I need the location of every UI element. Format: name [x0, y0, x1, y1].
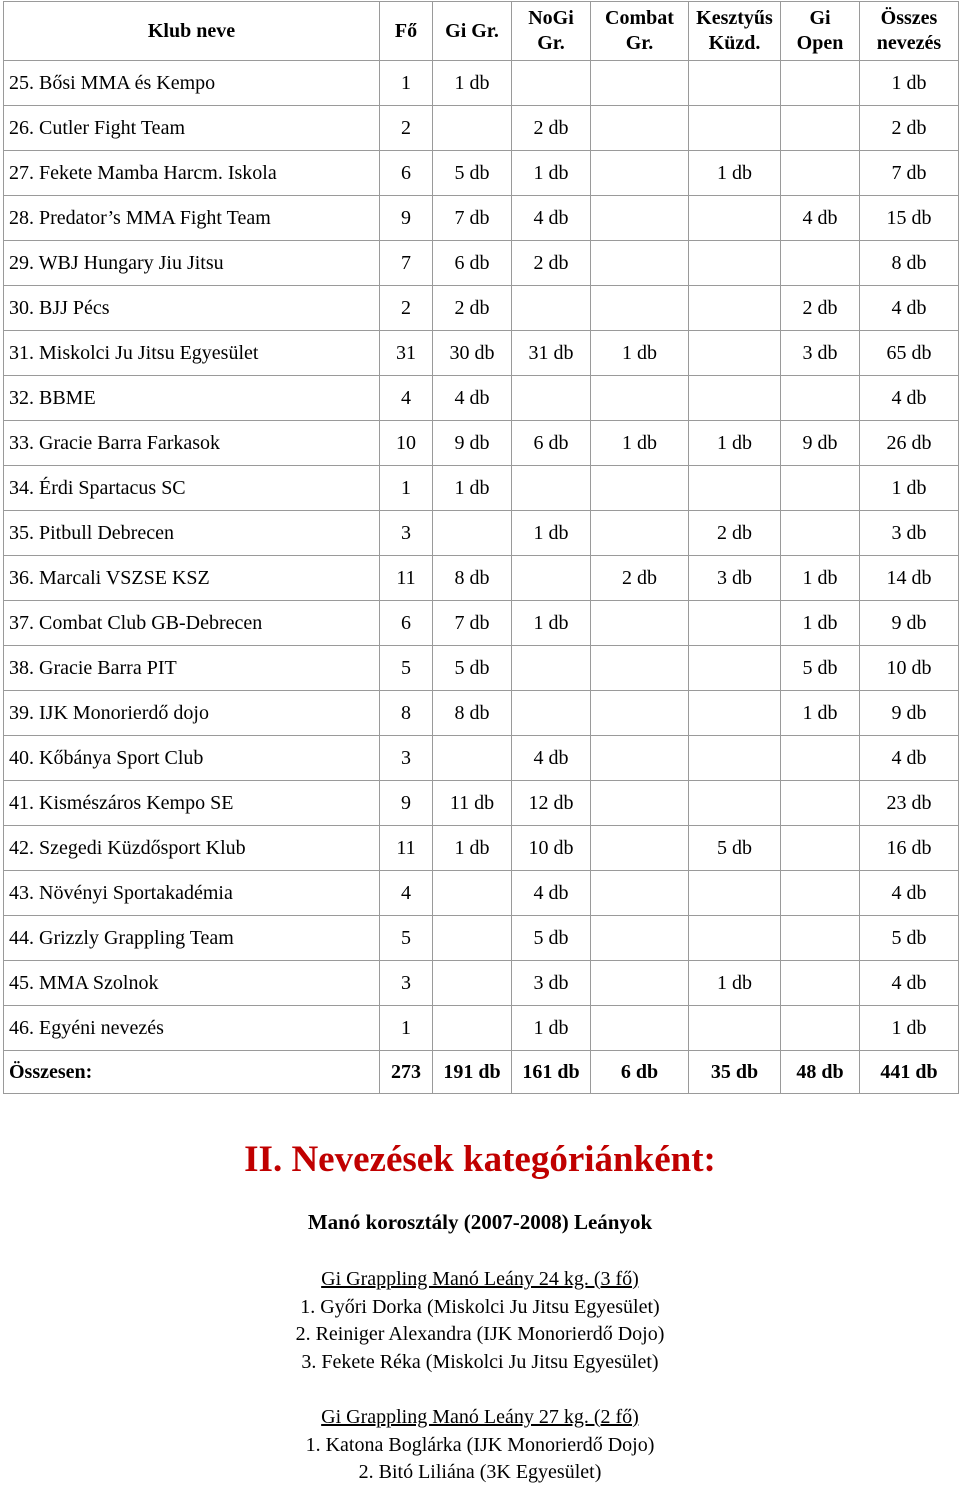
entry-count-cell: 11: [380, 826, 433, 871]
club-name-cell: 40. Kőbánya Sport Club: [4, 736, 380, 781]
entry-count-cell: 9 db: [860, 691, 959, 736]
entry-count-cell: [689, 106, 781, 151]
entry-count-cell: 5 db: [512, 916, 591, 961]
club-name-cell: 39. IJK Monorierdő dojo: [4, 691, 380, 736]
entry-count-cell: [689, 466, 781, 511]
club-name-cell: 46. Egyéni nevezés: [4, 1006, 380, 1051]
club-name-cell: 37. Combat Club GB-Debrecen: [4, 601, 380, 646]
entry-count-cell: 10: [380, 421, 433, 466]
club-name-cell: 26. Cutler Fight Team: [4, 106, 380, 151]
entry-count-cell: 4 db: [860, 286, 959, 331]
entry-count-cell: 65 db: [860, 331, 959, 376]
entry-count-cell: 4: [380, 871, 433, 916]
entry-count-cell: 4 db: [433, 376, 512, 421]
entry-count-cell: 1 db: [433, 466, 512, 511]
total-cell: 161 db: [512, 1051, 591, 1094]
entry-count-cell: [781, 961, 860, 1006]
entry-count-cell: 6 db: [512, 421, 591, 466]
entry-count-cell: 5 db: [433, 646, 512, 691]
entry-count-cell: 1 db: [860, 61, 959, 106]
header-combat-grappling: Combat Gr.: [591, 2, 689, 61]
entry-count-cell: 1 db: [781, 556, 860, 601]
total-cell: 191 db: [433, 1051, 512, 1094]
entry-count-cell: 11: [380, 556, 433, 601]
table-row: [4, 871, 959, 916]
entry-count-cell: 2 db: [433, 286, 512, 331]
entry-count-cell: 1 db: [591, 421, 689, 466]
entry-count-cell: 23 db: [860, 781, 959, 826]
club-name-cell: 27. Fekete Mamba Harcm. Iskola: [4, 151, 380, 196]
club-name-cell: 25. Bősi MMA és Kempo: [4, 61, 380, 106]
entry-count-cell: [689, 916, 781, 961]
entry-count-cell: 6 db: [433, 241, 512, 286]
entry-count-cell: 31: [380, 331, 433, 376]
entry-count-cell: 2 db: [512, 241, 591, 286]
entry-count-cell: 10 db: [512, 826, 591, 871]
table-row: [4, 286, 959, 331]
result-entry: 1. Győri Dorka (Miskolci Ju Jitsu Egyesület): [300, 1295, 660, 1318]
entry-count-cell: [512, 376, 591, 421]
entry-count-cell: 2 db: [591, 556, 689, 601]
table-row: [4, 511, 959, 556]
entry-count-cell: 9 db: [860, 601, 959, 646]
section-heading: II. Nevezések kategóriánként:: [244, 1139, 716, 1180]
entry-count-cell: 1 db: [781, 601, 860, 646]
entry-count-cell: 6: [380, 601, 433, 646]
header-glove-fight: Kesztyűs Küzd.: [689, 2, 781, 61]
table-row: [4, 691, 959, 736]
club-name-cell: 31. Miskolci Ju Jitsu Egyesület: [4, 331, 380, 376]
entry-count-cell: [781, 151, 860, 196]
club-name-cell: 34. Érdi Spartacus SC: [4, 466, 380, 511]
entry-count-cell: [689, 736, 781, 781]
entry-count-cell: [591, 781, 689, 826]
entry-count-cell: [591, 1006, 689, 1051]
entry-count-cell: 26 db: [860, 421, 959, 466]
entry-count-cell: [689, 286, 781, 331]
table-row: [4, 1006, 959, 1051]
entry-count-cell: 4 db: [512, 196, 591, 241]
table-row: [4, 826, 959, 871]
entry-count-cell: 3: [380, 961, 433, 1006]
header-club-name: Klub neve: [4, 2, 380, 61]
total-cell: 441 db: [860, 1051, 959, 1094]
entry-count-cell: [781, 826, 860, 871]
entry-count-cell: 11 db: [433, 781, 512, 826]
entry-count-cell: [781, 376, 860, 421]
total-cell: 48 db: [781, 1051, 860, 1094]
entry-count-cell: [512, 466, 591, 511]
entry-count-cell: 2 db: [860, 106, 959, 151]
table-row: [4, 331, 959, 376]
entry-count-cell: [591, 376, 689, 421]
entry-count-cell: 3: [380, 511, 433, 556]
entry-count-cell: [591, 151, 689, 196]
header-total-entries: Összes nevezés: [860, 2, 959, 61]
result-entry: 2. Reiniger Alexandra (IJK Monorierdő Dojo): [295, 1323, 665, 1345]
entry-count-cell: [512, 646, 591, 691]
entry-count-cell: 5: [380, 916, 433, 961]
entry-count-cell: [689, 331, 781, 376]
table-row: [4, 466, 959, 511]
header-gi-open: Gi Open: [781, 2, 860, 61]
entry-count-cell: 2 db: [781, 286, 860, 331]
entry-count-cell: [433, 511, 512, 556]
entry-count-cell: 8 db: [433, 556, 512, 601]
table-row: [4, 961, 959, 1006]
entry-count-cell: 8: [380, 691, 433, 736]
entry-count-cell: 4 db: [781, 196, 860, 241]
table-row: [4, 421, 959, 466]
entry-count-cell: 1: [380, 1006, 433, 1051]
club-name-cell: 44. Grizzly Grappling Team: [4, 916, 380, 961]
total-row: [4, 1051, 959, 1094]
entry-count-cell: [689, 871, 781, 916]
result-entry: 2. Bitó Liliána (3K Egyesület): [358, 1461, 602, 1483]
entry-count-cell: 3 db: [781, 331, 860, 376]
club-name-cell: 43. Növényi Sportakadémia: [4, 871, 380, 916]
table-row: [4, 916, 959, 961]
entry-count-cell: [591, 691, 689, 736]
entry-count-cell: 9: [380, 781, 433, 826]
entry-count-cell: [591, 241, 689, 286]
entry-count-cell: [689, 691, 781, 736]
entry-count-cell: 1 db: [860, 466, 959, 511]
entry-count-cell: [689, 1006, 781, 1051]
entry-count-cell: 9: [380, 196, 433, 241]
entry-count-cell: 30 db: [433, 331, 512, 376]
entry-count-cell: 7 db: [433, 196, 512, 241]
header-gi-grappling: Gi Gr.: [433, 2, 512, 61]
entry-count-cell: 4 db: [512, 736, 591, 781]
entry-count-cell: 7: [380, 241, 433, 286]
entry-count-cell: 4 db: [512, 871, 591, 916]
entry-count-cell: [689, 196, 781, 241]
entry-count-cell: 1 db: [689, 961, 781, 1006]
entry-count-cell: 2 db: [512, 106, 591, 151]
entry-count-cell: 15 db: [860, 196, 959, 241]
entry-count-cell: [512, 556, 591, 601]
category-title: Gi Grappling Manó Leány 24 kg. (3 fő): [321, 1268, 639, 1290]
entry-count-cell: 16 db: [860, 826, 959, 871]
entry-count-cell: 1 db: [512, 511, 591, 556]
table-row: [4, 106, 959, 151]
entry-count-cell: 1 db: [512, 601, 591, 646]
entry-count-cell: [781, 871, 860, 916]
club-name-cell: 38. Gracie Barra PIT: [4, 646, 380, 691]
entry-count-cell: 5 db: [433, 151, 512, 196]
entry-count-cell: [433, 1006, 512, 1051]
entry-count-cell: 4 db: [860, 736, 959, 781]
entry-count-cell: [781, 781, 860, 826]
club-name-cell: 42. Szegedi Küzdősport Klub: [4, 826, 380, 871]
club-name-cell: 30. BJJ Pécs: [4, 286, 380, 331]
entry-count-cell: [591, 871, 689, 916]
table-body: [4, 61, 959, 1051]
club-name-cell: 29. WBJ Hungary Jiu Jitsu: [4, 241, 380, 286]
entry-count-cell: 4: [380, 376, 433, 421]
entry-count-cell: 1 db: [860, 1006, 959, 1051]
table-row: [4, 646, 959, 691]
club-name-cell: 35. Pitbull Debrecen: [4, 511, 380, 556]
entry-count-cell: [781, 106, 860, 151]
entry-count-cell: [591, 466, 689, 511]
entry-count-cell: [689, 61, 781, 106]
entry-count-cell: 5 db: [860, 916, 959, 961]
entry-count-cell: 5 db: [781, 646, 860, 691]
entry-count-cell: [781, 241, 860, 286]
total-cell: 273: [380, 1051, 433, 1094]
total-cell: 6 db: [591, 1051, 689, 1094]
table-row: [4, 781, 959, 826]
entry-count-cell: [781, 1006, 860, 1051]
entry-count-cell: 1: [380, 61, 433, 106]
entry-count-cell: [781, 61, 860, 106]
entry-count-cell: [433, 871, 512, 916]
entry-count-cell: [512, 61, 591, 106]
entry-count-cell: 9 db: [433, 421, 512, 466]
entry-count-cell: 3 db: [860, 511, 959, 556]
entry-count-cell: 1 db: [512, 1006, 591, 1051]
club-name-cell: 32. BBME: [4, 376, 380, 421]
category-block: [0, 1404, 960, 1487]
age-group-subheading: Manó korosztály (2007-2008) Leányok: [307, 1210, 653, 1234]
entry-count-cell: 4 db: [860, 871, 959, 916]
table-row: [4, 556, 959, 601]
entry-count-cell: 1 db: [512, 151, 591, 196]
entry-count-cell: [689, 781, 781, 826]
entry-count-cell: [591, 736, 689, 781]
entry-count-cell: 8 db: [433, 691, 512, 736]
table-row: [4, 376, 959, 421]
total-label: Összesen:: [4, 1051, 380, 1094]
entry-count-cell: [591, 286, 689, 331]
club-name-cell: 45. MMA Szolnok: [4, 961, 380, 1006]
entry-count-cell: [591, 826, 689, 871]
entry-count-cell: 2 db: [689, 511, 781, 556]
entry-count-cell: 7 db: [860, 151, 959, 196]
result-entry: 3. Fekete Réka (Miskolci Ju Jitsu Egyesület): [301, 1350, 659, 1373]
entry-count-cell: 12 db: [512, 781, 591, 826]
club-name-cell: 33. Gracie Barra Farkasok: [4, 421, 380, 466]
entry-count-cell: 3: [380, 736, 433, 781]
table-header-row: [4, 2, 959, 61]
entry-count-cell: 1 db: [433, 61, 512, 106]
entry-count-cell: 1 db: [689, 421, 781, 466]
club-entries-table: [3, 1, 959, 1094]
entry-count-cell: 9 db: [781, 421, 860, 466]
table-row: [4, 151, 959, 196]
table-row: [4, 196, 959, 241]
table-row: [4, 241, 959, 286]
table-row: [4, 736, 959, 781]
entry-count-cell: [591, 601, 689, 646]
entry-count-cell: [689, 601, 781, 646]
entry-count-cell: 1: [380, 466, 433, 511]
entry-count-cell: [591, 961, 689, 1006]
entry-count-cell: [591, 61, 689, 106]
entry-count-cell: 14 db: [860, 556, 959, 601]
entry-count-cell: 2: [380, 286, 433, 331]
entry-count-cell: 1 db: [591, 331, 689, 376]
entry-count-cell: [591, 646, 689, 691]
entry-count-cell: [591, 106, 689, 151]
entry-count-cell: 8 db: [860, 241, 959, 286]
club-name-cell: 41. Kismészáros Kempo SE: [4, 781, 380, 826]
entry-count-cell: [433, 736, 512, 781]
entry-count-cell: 4 db: [860, 961, 959, 1006]
entry-count-cell: 3 db: [689, 556, 781, 601]
entry-count-cell: 1 db: [689, 151, 781, 196]
entry-count-cell: [591, 511, 689, 556]
entry-count-cell: 5 db: [689, 826, 781, 871]
entry-count-cell: [433, 106, 512, 151]
result-entry: 1. Katona Boglárka (IJK Monorierdő Dojo): [305, 1433, 655, 1456]
table-row: [4, 61, 959, 106]
entry-count-cell: [689, 241, 781, 286]
entry-count-cell: [689, 376, 781, 421]
entry-count-cell: 7 db: [433, 601, 512, 646]
entry-count-cell: [591, 916, 689, 961]
club-name-cell: 28. Predator’s MMA Fight Team: [4, 196, 380, 241]
entry-count-cell: 4 db: [860, 376, 959, 421]
entry-count-cell: 2: [380, 106, 433, 151]
table-row: [4, 601, 959, 646]
total-cell: 35 db: [689, 1051, 781, 1094]
entry-count-cell: [591, 196, 689, 241]
entry-count-cell: [781, 466, 860, 511]
entry-count-cell: [512, 691, 591, 736]
entry-count-cell: 1 db: [781, 691, 860, 736]
entry-count-cell: 5: [380, 646, 433, 691]
category-block: [0, 1266, 960, 1376]
header-persons: Fő: [380, 2, 433, 61]
entry-count-cell: [781, 916, 860, 961]
entry-count-cell: [689, 646, 781, 691]
entry-count-cell: [781, 511, 860, 556]
entry-count-cell: 6: [380, 151, 433, 196]
entry-count-cell: 10 db: [860, 646, 959, 691]
entry-count-cell: 3 db: [512, 961, 591, 1006]
entry-count-cell: [433, 961, 512, 1006]
entry-count-cell: 1 db: [433, 826, 512, 871]
entry-count-cell: [433, 916, 512, 961]
entry-count-cell: [512, 286, 591, 331]
entry-count-cell: [781, 736, 860, 781]
club-name-cell: 36. Marcali VSZSE KSZ: [4, 556, 380, 601]
entry-count-cell: 31 db: [512, 331, 591, 376]
category-title: Gi Grappling Manó Leány 27 kg. (2 fő): [321, 1406, 639, 1428]
header-nogi-grappling: NoGi Gr.: [512, 2, 591, 61]
